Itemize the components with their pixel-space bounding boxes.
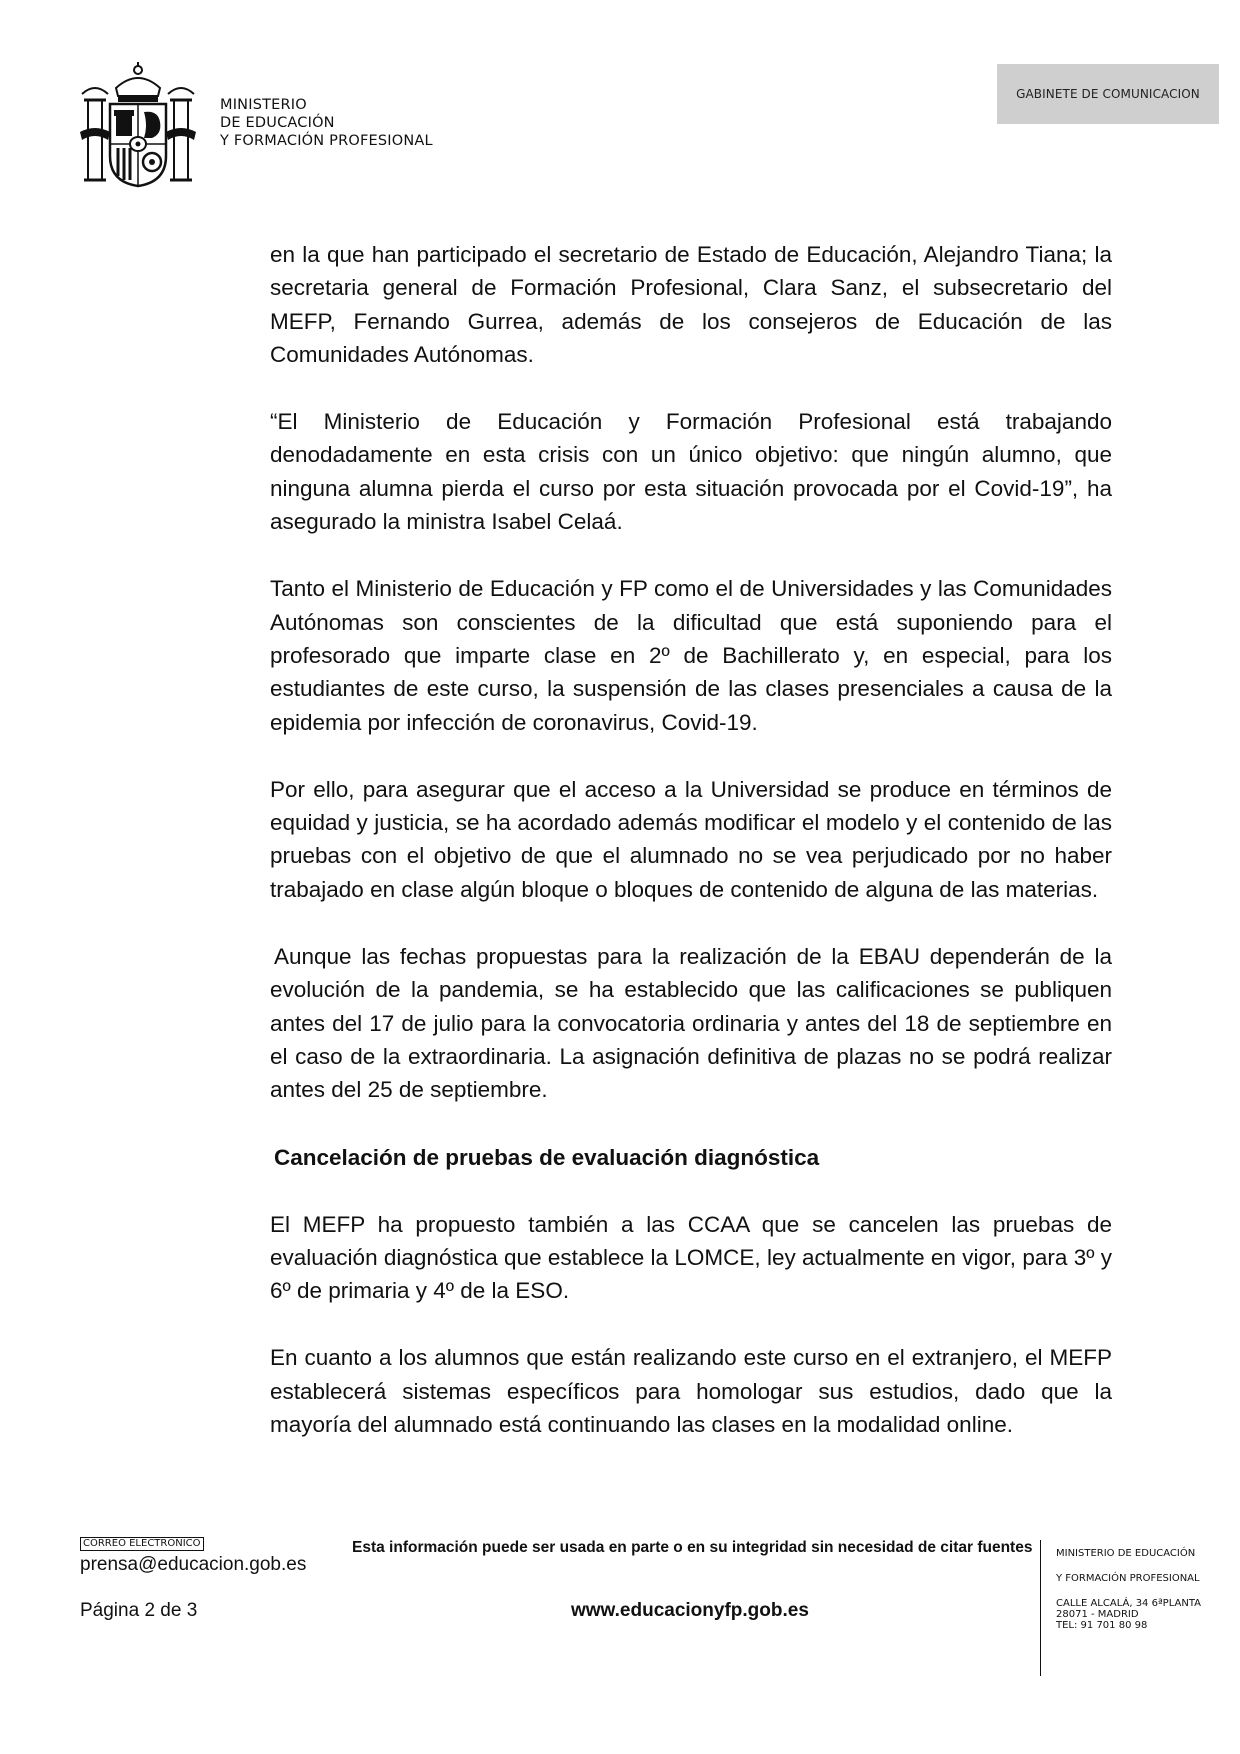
paragraph: El MEFP ha propuesto también a las CCAA que se cancelen las pruebas de evaluación diagnóstica que establece la LOMCE, ley actualmente en vigor, para 3º y 6º de primaria y 4º de la ESO. [270,1211,1112,1304]
section-heading: Cancelación de pruebas de evaluación diagnóstica [274,1144,820,1170]
office-label: GABINETE DE COMUNICACION [1016,87,1200,101]
article-body [270,238,1112,1475]
address-line: 28071 - MADRID [1056,1609,1139,1620]
paragraph: “El Ministerio de Educación y Formación Profesional está trabajando denodadamente en esta crisis con un único objetivo: que ningún alumno, que ninguna alumna pierda el curso por esta situación provocada por el Covid-19”, ha asegurado la ministra Isabel Celaá. [270,409,1112,535]
paragraph: Por ello, para asegurar que el acceso a la Universidad se produce en términos de equidad y justicia, se ha acordado además modificar el modelo y el contenido de las pruebas con el objetivo de que el alumnado no se vea perjudicado por no haber trabajado en clase algún bloque o bloques de contenido de alguna de las materias. [270,776,1112,902]
usage-notice: Esta información puede ser usada en parte o en su integridad sin necesidad de citar fuentes [352,1539,1033,1556]
paragraph: en la que han participado el secretario de Estado de Educación, Alejandro Tiana; la secretaria general de Formación Profesional, Clara Sanz, el subsecretario del MEFP, Fernando Gurrea, además de los consejeros de Educación de las Comunidades Autónomas. [270,242,1112,367]
address-line: CALLE ALCALÁ, 34 6ªPLANTA [1056,1598,1201,1609]
paragraph: En cuanto a los alumnos que están realizando este curso en el extranjero, el MEFP establecerá sistemas específicos para homologar sus estudios, dado que la mayoría del alumnado está continuando las clases en la modalidad online. [270,1345,1112,1438]
spanish-coat-of-arms-icon [78,60,198,190]
ministry-line: Y FORMACIÓN PROFESIONAL [220,133,433,149]
email-address[interactable]: prensa@educacion.gob.es [80,1554,307,1575]
paragraph: Tanto el Ministerio de Educación y FP como el de Universidades y las Comunidades Autónomas son conscientes de la dificultad que está suponiendo para el profesorado que imparte clase en 2º de Bachillerato y, en especial, para los estudiantes de este curso, la suspensión de las clases presenciales a causa de la epidemia por infección de coronavirus, Covid-19. [270,576,1112,735]
website-link[interactable]: www.educacionyfp.gob.es [571,1600,809,1621]
address-line: Y FORMACIÓN PROFESIONAL [1056,1573,1200,1584]
office-label-box [997,64,1219,124]
ministry-line: DE EDUCACIÓN [220,115,335,131]
ministry-line: MINISTERIO [220,97,307,113]
paragraph: Aunque las fechas propuestas para la realización de la EBAU dependerán de la evolución de la pandemia, se ha establecido que las calificaciones se publiquen antes del 17 de julio para la convocatoria ordinaria y antes del 18 de septiembre en el caso de la extraordinaria. La asignación definitiva de plazas no se podrá realizar antes del 25 de septiembre. [270,944,1112,1103]
page-number: Página 2 de 3 [80,1600,198,1621]
ministry-name [220,96,433,150]
address-line: MINISTERIO DE EDUCACIÓN [1056,1548,1196,1559]
email-label: CORREO ELECTRONICO [80,1537,204,1551]
address-line: TEL: 91 701 80 98 [1056,1620,1148,1631]
footer-divider [1040,1540,1041,1676]
